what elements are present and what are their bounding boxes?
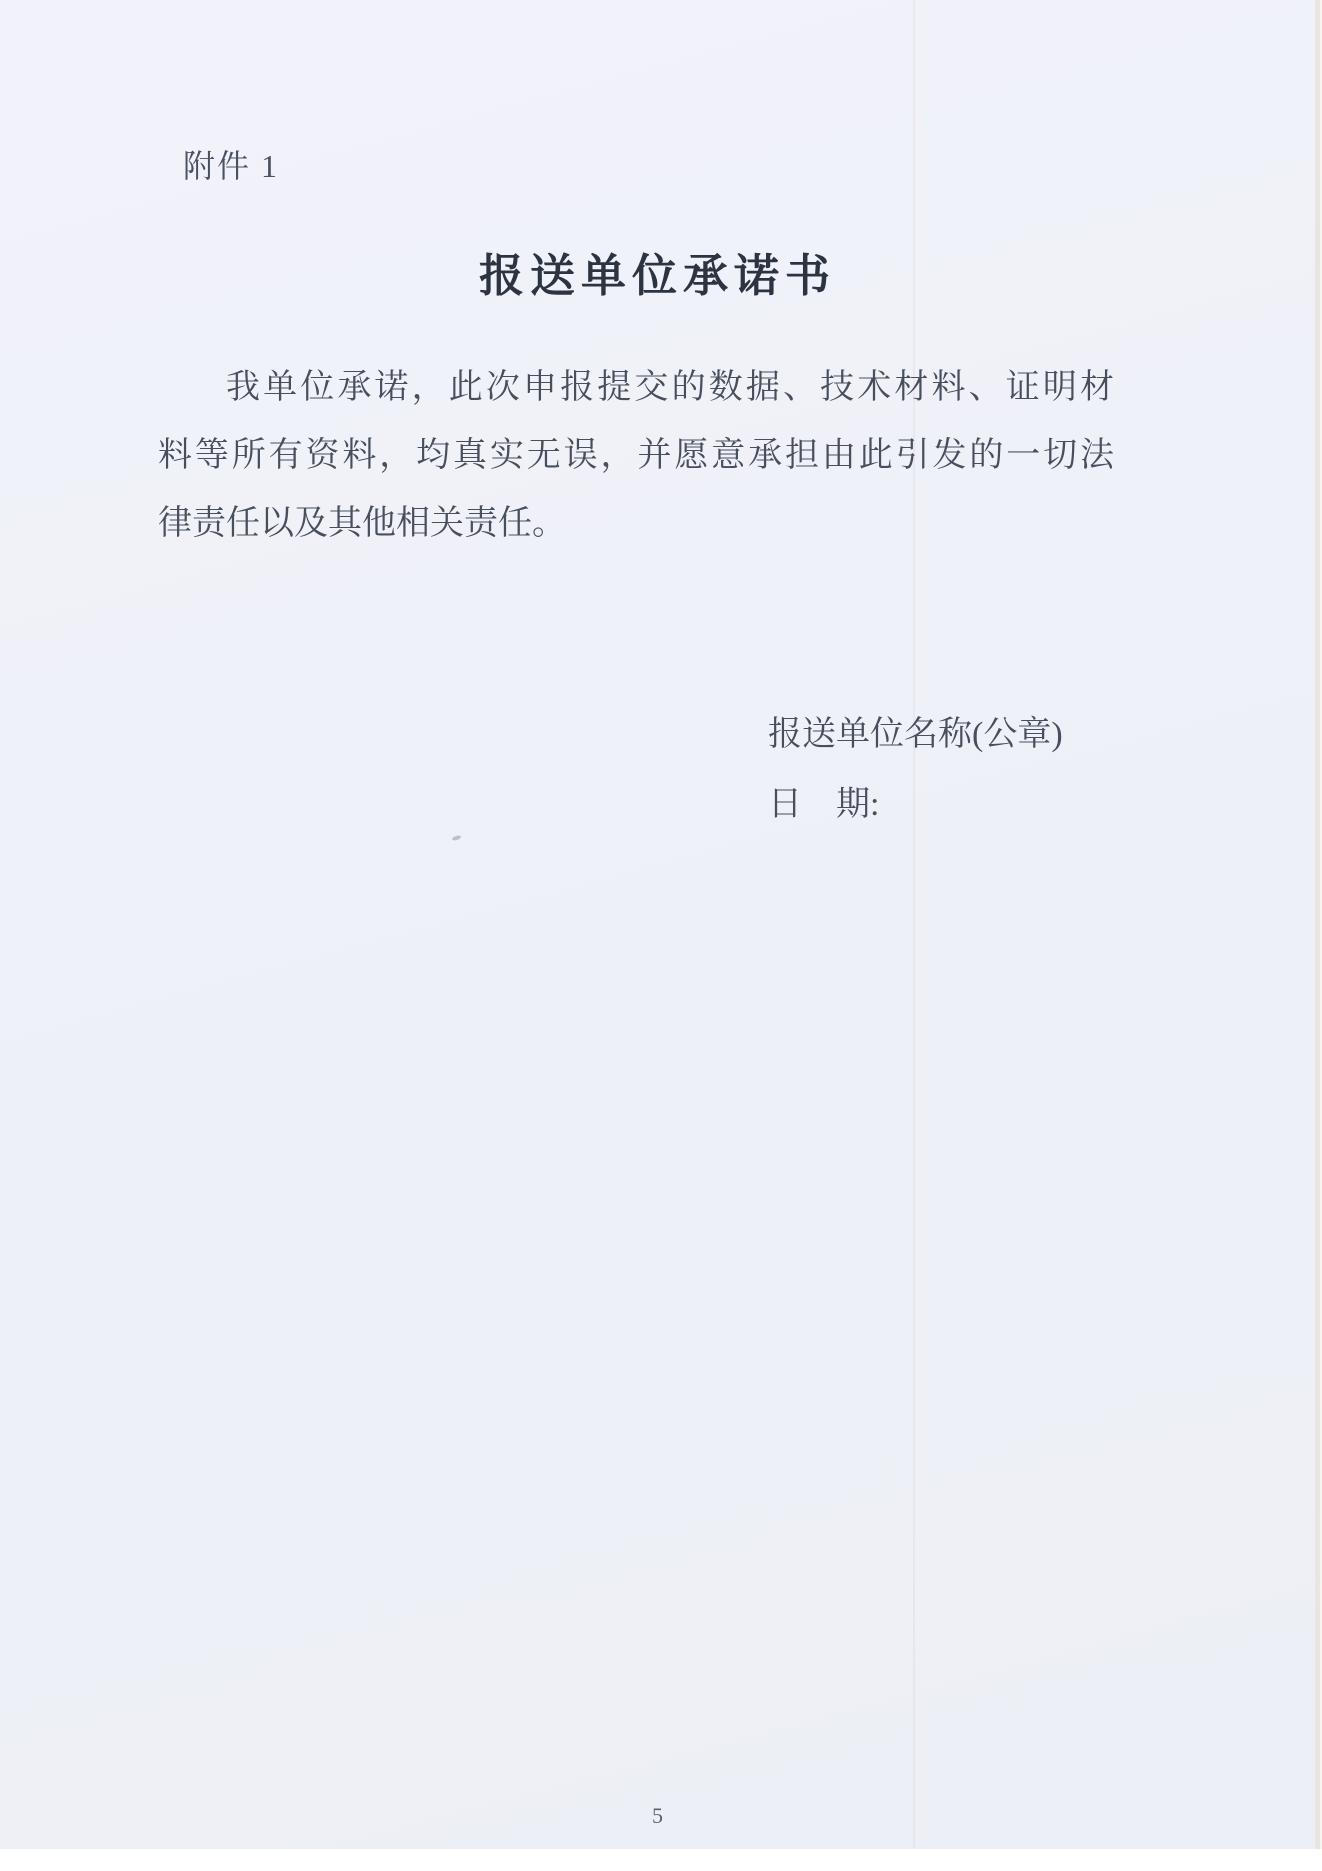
body-line-1: 我单位承诺，此次申报提交的数据、技术材料、证明材 — [226, 369, 1114, 406]
attachment-label: 附件 1 — [183, 148, 280, 184]
body-line-2: 料等所有资料，均真实无误，并愿意承担由此引发的一切法 — [158, 437, 1114, 474]
body-line-3: 律责任以及其他相关责任。 — [158, 505, 566, 542]
scan-smudge — [452, 835, 462, 842]
signature-unit-line: 报送单位名称(公章) — [768, 716, 1063, 753]
scanner-bed-bottom — [0, 1849, 1322, 1871]
page-title: 报送单位承诺书 — [478, 251, 836, 301]
commitment-paragraph — [158, 354, 1114, 558]
signature-block — [768, 700, 1063, 840]
page-number: 5 — [652, 1803, 663, 1828]
signature-date-line: 日 期: — [768, 786, 880, 823]
